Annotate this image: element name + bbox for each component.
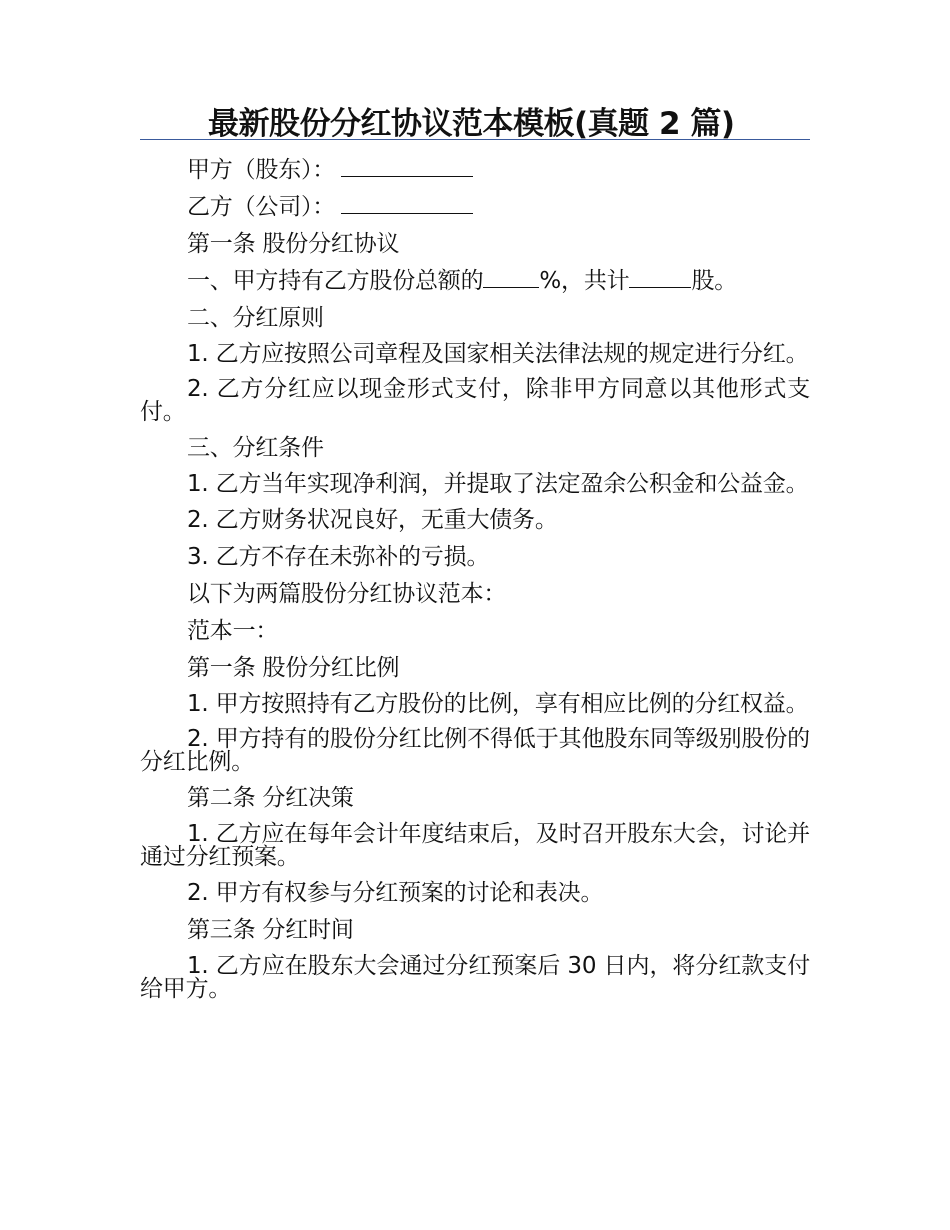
sample1-article2-heading: 第二条 分红决策: [187, 785, 354, 811]
sample1-article3-heading: 第三条 分红时间: [187, 917, 354, 943]
condition-2: 2. 乙方财务状况良好，无重大债务。: [187, 507, 558, 533]
sample1-article1-item2: 2. 甲方持有的股份分红比例不得低于其他股东同等级别股份的分红比例。: [140, 726, 810, 775]
title-underline: [140, 139, 810, 140]
clause1-unit-text: 股。: [691, 268, 738, 294]
principle-2: 2. 乙方分红应以现金形式支付，除非甲方同意以其他形式支付。: [140, 376, 810, 425]
party-a-blank: [341, 158, 473, 177]
document-body: [140, 158, 810, 1013]
clause1-text: 一、甲方持有乙方股份总额的: [187, 268, 484, 294]
party-b-blank: [341, 195, 473, 214]
samples-intro: 以下为两篇股份分红协议范本：: [187, 581, 507, 607]
condition-1: 1. 乙方当年实现净利润，并提取了法定盈余公积金和公益金。: [187, 471, 809, 497]
shares-blank: [629, 269, 691, 288]
principle-1: 1. 乙方应按照公司章程及国家相关法律法规的规定进行分红。: [187, 341, 809, 367]
percent-blank: [483, 269, 539, 288]
section2-heading: 二、分红原则: [187, 305, 324, 331]
section3-heading: 三、分红条件: [187, 435, 324, 461]
sample1-article2-item1: 1. 乙方应在每年会计年度结束后，及时召开股东大会，讨论并通过分红预案。: [140, 821, 810, 870]
party-a-line: [140, 158, 810, 183]
clause1: [140, 269, 810, 294]
document-title: 最新股份分红协议范本模板(真题 2 篇): [208, 106, 735, 142]
party-b-line: [140, 195, 810, 220]
party-a-label: 甲方（股东）：: [187, 157, 336, 183]
sample1-article2-item2: 2. 甲方有权参与分红预案的讨论和表决。: [187, 880, 604, 906]
party-b-label: 乙方（公司）：: [187, 194, 336, 220]
clause1-percent-text: %，共计: [539, 268, 630, 294]
sample1-article3-item1: 1. 乙方应在股东大会通过分红预案后 30 日内，将分红款支付给甲方。: [140, 953, 810, 1002]
sample1-article1-heading: 第一条 股份分红比例: [187, 655, 400, 681]
article1-heading: 第一条 股份分红协议: [187, 231, 400, 257]
sample1-article1-item1: 1. 甲方按照持有乙方股份的比例，享有相应比例的分红权益。: [187, 691, 809, 717]
condition-3: 3. 乙方不存在未弥补的亏损。: [187, 544, 490, 570]
sample1-heading: 范本一：: [187, 618, 279, 644]
